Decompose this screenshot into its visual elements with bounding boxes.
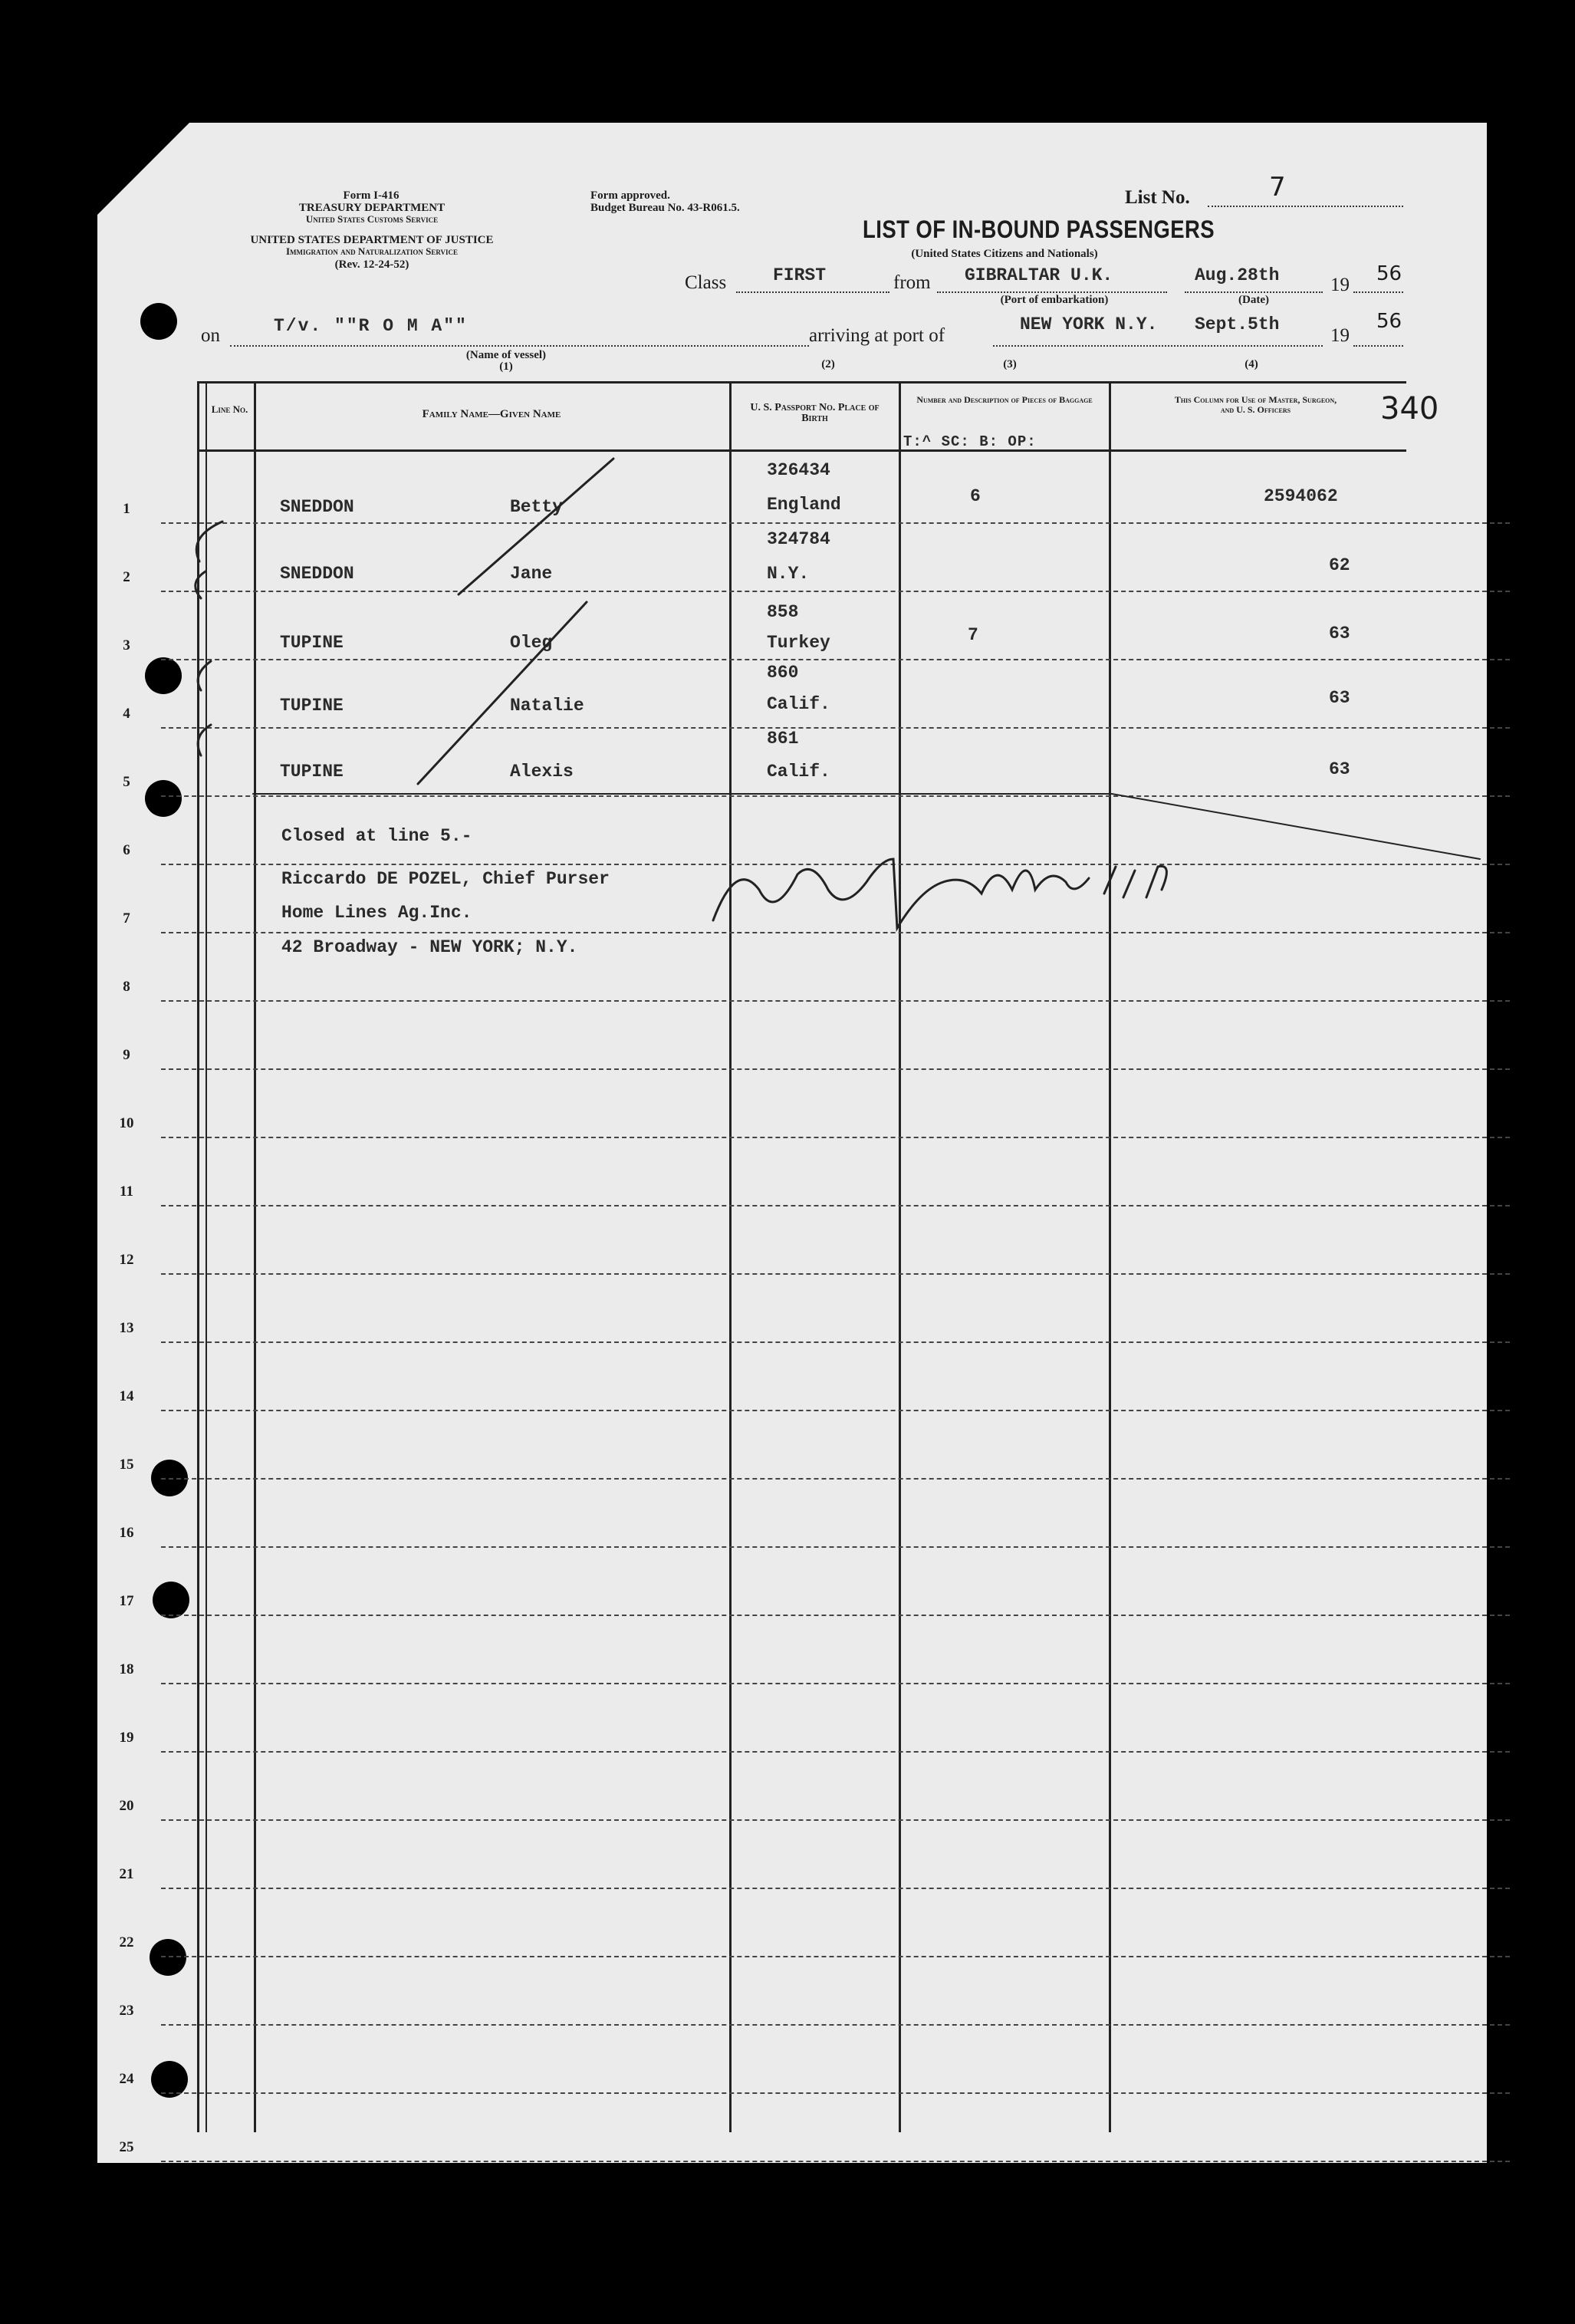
- from-value: GIBRALTAR U.K.: [965, 265, 1113, 285]
- passenger-2-officer: 62: [1329, 555, 1350, 575]
- arrival-year: 56: [1376, 310, 1402, 333]
- col-header-baggage: Number and Description of Pieces of Baggage: [916, 394, 1093, 405]
- passenger-2-given: Jane: [510, 564, 553, 584]
- line-number: 1: [123, 501, 130, 517]
- line-number: 16: [119, 1525, 134, 1541]
- passenger-4-given: Natalie: [510, 696, 584, 716]
- table-row-line: [161, 591, 1510, 592]
- table-row-line: [161, 1615, 1510, 1616]
- form-number: Form I-416: [343, 189, 400, 202]
- col-divider-name: [729, 381, 732, 2132]
- line-number: 11: [120, 1183, 133, 1200]
- table-row-line: [161, 1478, 1510, 1480]
- line-number: 10: [119, 1115, 134, 1131]
- arrival-year-prefix: 19: [1330, 325, 1350, 346]
- page-number: 340: [1380, 391, 1439, 426]
- col-divider-baggage: [1109, 381, 1111, 2132]
- closing-address: 42 Broadway - NEW YORK; N.Y.: [281, 937, 578, 957]
- page-subtitle: (United States Citizens and Nationals): [911, 248, 1098, 260]
- passenger-3-given: Oleg: [510, 633, 553, 653]
- closing-company: Home Lines Ag.Inc.: [281, 903, 472, 923]
- table-row-line: [161, 522, 1510, 524]
- page-title: LIST OF IN-BOUND PASSENGERS: [863, 216, 1215, 243]
- table-row-line: [161, 1137, 1510, 1138]
- passenger-3-family: TUPINE: [280, 633, 344, 653]
- date-caption: (Date): [1238, 294, 1269, 306]
- table-row-line: [161, 1000, 1510, 1002]
- justice-dept: UNITED STATES DEPARTMENT OF JUSTICE: [250, 234, 494, 246]
- passenger-5-birth: Calif.: [767, 762, 830, 782]
- form-approved: Form approved.: [590, 189, 670, 202]
- budget-bureau: Budget Bureau No. 43-R061.5.: [590, 202, 740, 214]
- header-bottom-border: [197, 449, 1406, 452]
- passenger-4-officer: 63: [1329, 688, 1350, 708]
- line-number: 12: [119, 1252, 134, 1268]
- punch-hole: [145, 657, 182, 694]
- line-number: 21: [119, 1866, 134, 1882]
- caption-2: (2): [821, 358, 835, 370]
- vessel-caption: (Name of vessel): [465, 349, 547, 361]
- ins-service: Immigration and Naturalization Service: [285, 245, 459, 257]
- col-header-officers: This Column for Use of Master, Surgeon, and U. S. Officers: [1174, 394, 1337, 415]
- col-header-line: Line No.: [211, 403, 248, 415]
- caption-1: (1): [499, 360, 513, 373]
- embark-caption: (Port of embarkation): [1000, 294, 1109, 306]
- table-row-line: [161, 864, 1510, 865]
- line-number: 8: [123, 979, 130, 995]
- list-no-value: 7: [1269, 172, 1286, 202]
- passenger-4-passport: 860: [767, 663, 799, 683]
- line-number: 24: [119, 2071, 134, 2087]
- line-number: 9: [123, 1047, 130, 1063]
- closing-line-6: Closed at line 5.-: [281, 826, 472, 846]
- class-value: FIRST: [773, 265, 827, 285]
- passenger-3-birth: Turkey: [767, 633, 830, 653]
- passenger-5-given: Alexis: [510, 762, 574, 782]
- table-row-line: [161, 1410, 1510, 1411]
- arriving-label: arriving at port of: [809, 325, 945, 346]
- passenger-3-officer: 63: [1329, 624, 1350, 644]
- arrival-date: Sept.5th: [1195, 314, 1280, 334]
- line-number: 4: [123, 706, 130, 722]
- table-row-line: [161, 1819, 1510, 1821]
- passenger-4-family: TUPINE: [280, 696, 344, 716]
- passenger-5-officer: 63: [1329, 759, 1350, 779]
- passenger-1-officer: 2594062: [1264, 486, 1338, 506]
- passenger-5-family: TUPINE: [280, 762, 344, 782]
- punch-hole: [150, 1939, 186, 1976]
- line-number: 14: [119, 1388, 134, 1404]
- col-divider-line: [254, 381, 256, 2132]
- table-row-line: [161, 2024, 1510, 2026]
- passenger-1-birth: England: [767, 495, 841, 515]
- col-header-baggage-sub: T:^ SC: B: OP:: [903, 433, 1037, 450]
- table-row-line: [161, 932, 1510, 933]
- punch-hole: [153, 1582, 189, 1618]
- passenger-3-passport: 858: [767, 602, 799, 622]
- col-divider-passport: [899, 381, 901, 2132]
- class-label: Class: [685, 272, 727, 293]
- closing-purser: Riccardo DE POZEL, Chief Purser: [281, 869, 610, 889]
- from-label: from: [893, 272, 931, 293]
- passenger-2-family: SNEDDON: [280, 564, 354, 584]
- date-value: Aug.28th: [1195, 265, 1280, 285]
- passenger-2-birth: N.Y.: [767, 564, 810, 584]
- passenger-3-baggage: 7: [968, 625, 978, 645]
- line-number: 5: [123, 774, 130, 790]
- passenger-1-family: SNEDDON: [280, 497, 354, 517]
- table-row-line: [161, 727, 1510, 729]
- table-row-line: [161, 659, 1510, 660]
- year-prefix: 19: [1330, 275, 1350, 295]
- passenger-4-birth: Calif.: [767, 694, 830, 714]
- line-number: 13: [119, 1320, 134, 1336]
- on-label: on: [201, 325, 220, 346]
- table-row-line: [161, 1751, 1510, 1753]
- manifest-sheet: [97, 123, 1487, 2163]
- list-no-label: List No.: [1125, 187, 1190, 208]
- treasury-dept: TREASURY DEPARTMENT: [298, 202, 446, 214]
- line-number: 7: [123, 910, 130, 927]
- line-number: 15: [119, 1457, 134, 1473]
- caption-4: (4): [1245, 358, 1258, 370]
- col-header-passport: U. S. Passport No. Place of Birth: [750, 402, 880, 424]
- passenger-1-passport: 326434: [767, 460, 830, 480]
- table-row-line: [161, 2161, 1510, 2162]
- line-number: 3: [123, 637, 130, 653]
- table-top-border: [197, 381, 1406, 383]
- caption-3: (3): [1003, 358, 1017, 370]
- table-row-line: [161, 1546, 1510, 1548]
- punch-hole: [140, 303, 177, 340]
- table-row-line: [161, 1273, 1510, 1275]
- passenger-1-baggage: 6: [970, 486, 981, 506]
- line-number: 18: [119, 1661, 134, 1677]
- table-left-border: [197, 381, 199, 2132]
- line-number: 2: [123, 569, 130, 585]
- customs-service: United States Customs Service: [305, 213, 439, 225]
- line-number: 17: [119, 1593, 134, 1609]
- table-row-line: [161, 1205, 1510, 1206]
- line-number: 6: [123, 842, 130, 858]
- line-number: 19: [119, 1730, 134, 1746]
- table-row-line: [161, 795, 1510, 797]
- table-row-line: [161, 1888, 1510, 1889]
- line-number: 23: [119, 2003, 134, 2019]
- table-row-line: [161, 2092, 1510, 2094]
- torn-corner: [97, 123, 189, 215]
- table-row-line: [161, 1956, 1510, 1957]
- passenger-5-passport: 861: [767, 729, 799, 749]
- table-row-line: [161, 1683, 1510, 1684]
- passenger-2-passport: 324784: [767, 529, 830, 549]
- passenger-1-given: Betty: [510, 497, 564, 517]
- table-row-line: [161, 1068, 1510, 1070]
- punch-hole: [145, 780, 182, 817]
- line-number: 25: [119, 2139, 134, 2155]
- year-value: 56: [1376, 262, 1402, 285]
- arrival-port: NEW YORK N.Y.: [1020, 314, 1158, 334]
- revision: (Rev. 12-24-52): [334, 258, 409, 271]
- line-number: 20: [119, 1798, 134, 1814]
- vessel-value: T/v. ""R O M A"": [274, 316, 468, 336]
- col-header-name: Family Name—Given Name: [422, 408, 561, 420]
- table-row-line: [161, 1341, 1510, 1343]
- line-number: 22: [119, 1934, 134, 1950]
